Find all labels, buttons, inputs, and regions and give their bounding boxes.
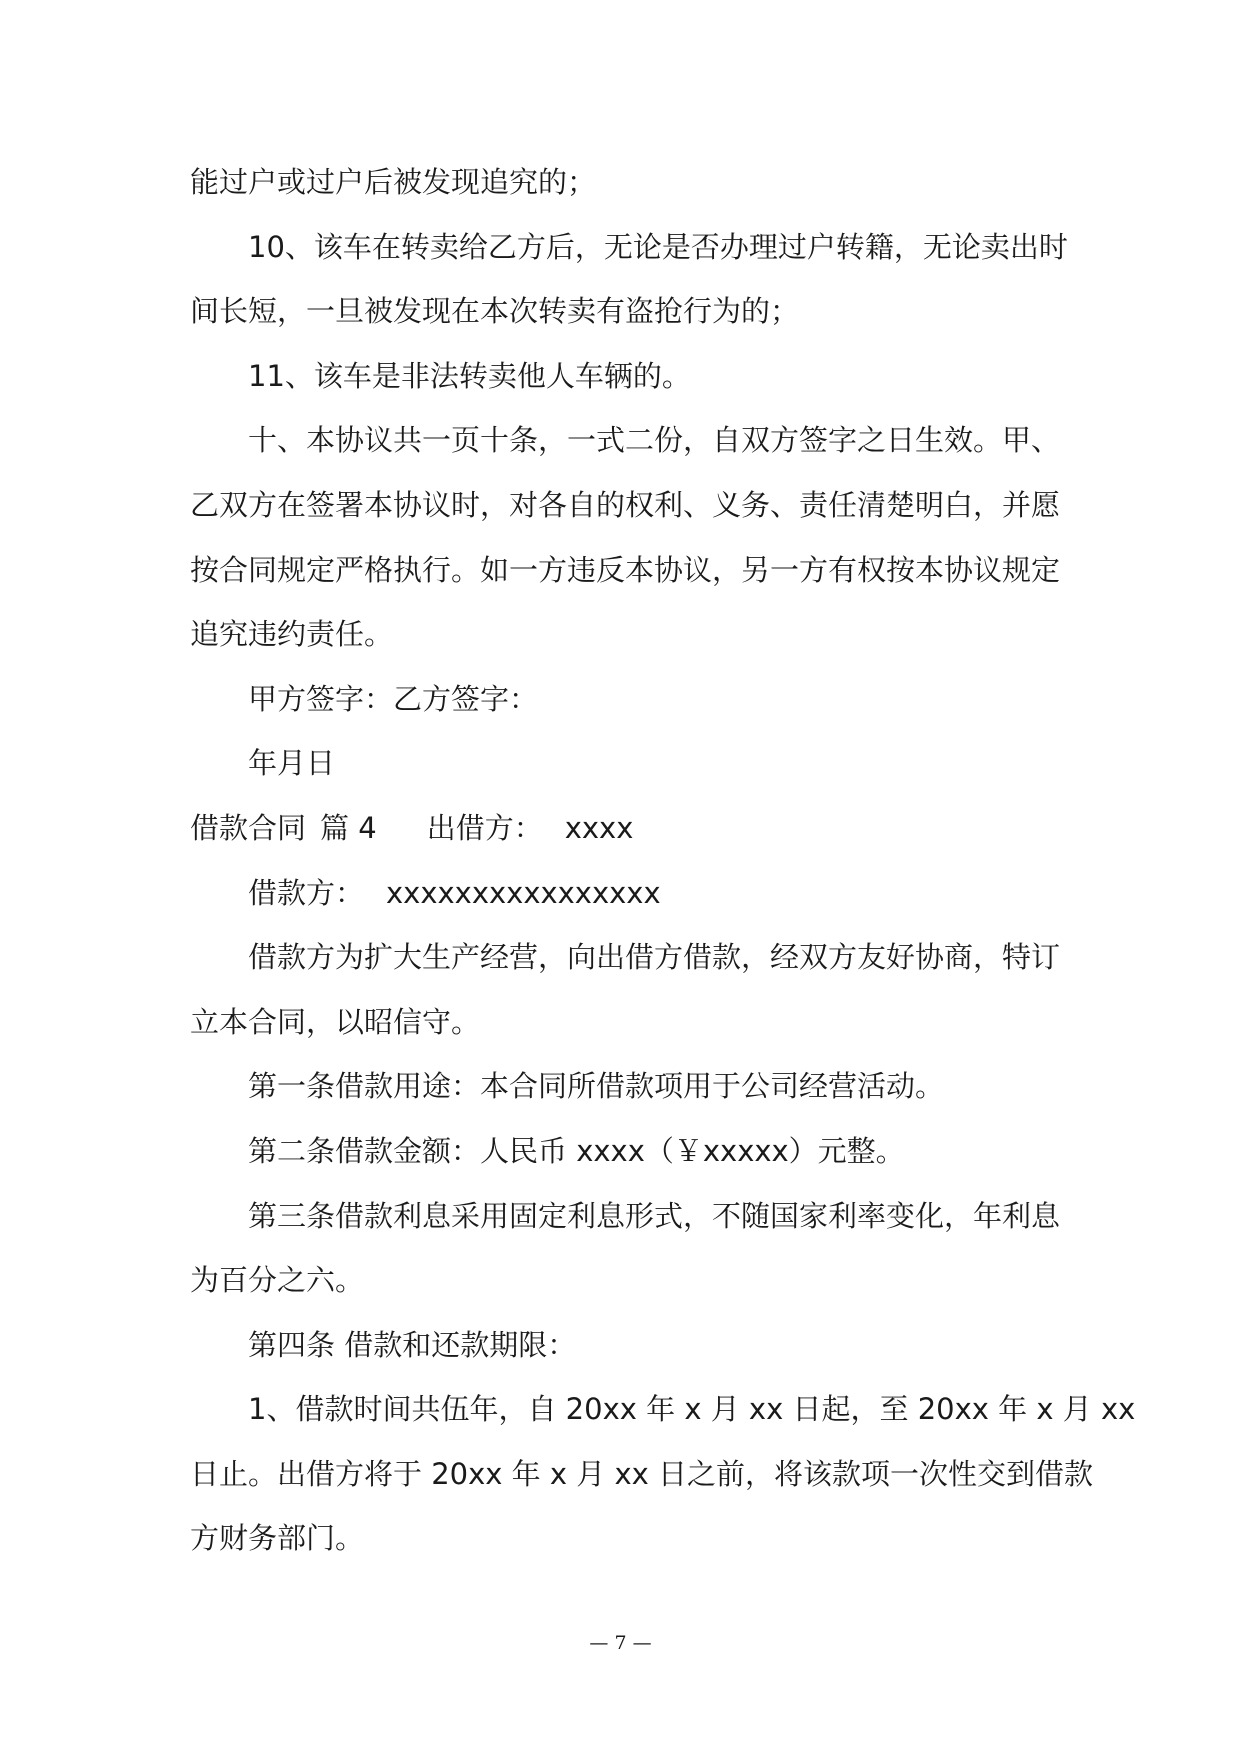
article-line: 第四条 借款和还款期限： — [248, 1327, 577, 1362]
signature-line: 甲方签字：乙方签字： — [248, 681, 539, 716]
paragraph-line: 11、该车是非法转卖他人车辆的。 — [248, 358, 691, 393]
article-line: 第二条借款金额：人民币 xxxx（￥xxxxx）元整。 — [248, 1133, 905, 1168]
paragraph-line: 乙双方在签署本协议时，对各自的权利、义务、责任清楚明白，并愿 — [190, 487, 1061, 522]
contract-title: 借款合同 — [190, 810, 307, 845]
paragraph-line: 为百分之六。 — [190, 1263, 365, 1298]
paragraph-line: 能过户或过户后被发现追究的； — [190, 165, 597, 199]
article-line: 第三条借款利息采用固定利息形式，不随国家利率变化，年利息 — [248, 1198, 1061, 1233]
contract-heading — [190, 796, 1060, 861]
document-body — [190, 150, 1136, 1571]
paragraph-line: 间长短，一旦被发现在本次转卖有盗抢行为的； — [190, 294, 800, 329]
paragraph-line: 日止。出借方将于 20xx 年 x 月 xx 日之前，将该款项一次性交到借款 — [190, 1456, 1094, 1491]
paragraph-line: 立本合同，以昭信守。 — [190, 1004, 481, 1039]
page-number: — 7 — — [589, 1632, 652, 1654]
date-line: 年月日 — [248, 746, 336, 781]
paragraph-line: 方财务部门。 — [190, 1521, 365, 1556]
borrower-label: 借款方： — [248, 875, 365, 910]
lender-value: xxxx — [564, 810, 634, 845]
paragraph-line: 追究违约责任。 — [190, 617, 394, 652]
section-label: 篇 4 — [320, 810, 377, 845]
paragraph-line: 十、本协议共一页十条，一式二份，自双方签字之日生效。甲、 — [248, 423, 1061, 458]
paragraph-line: 按合同规定严格执行。如一方违反本协议，另一方有权按本协议规定 — [190, 552, 1061, 587]
borrower-line — [190, 861, 1060, 926]
borrower-value: xxxxxxxxxxxxxxxx — [386, 875, 661, 910]
paragraph-line: 10、该车在转卖给乙方后，无论是否办理过户转籍，无论卖出时 — [248, 229, 1068, 264]
article-line: 第一条借款用途：本合同所借款项用于公司经营活动。 — [248, 1069, 945, 1104]
paragraph-line: 借款方为扩大生产经营，向出借方借款，经双方友好协商，特订 — [248, 940, 1061, 975]
lender-label: 出借方： — [426, 810, 543, 845]
paragraph-line: 1、借款时间共伍年，自 20xx 年 x 月 xx 日起，至 20xx 年 x 月 xx — [248, 1392, 1136, 1427]
